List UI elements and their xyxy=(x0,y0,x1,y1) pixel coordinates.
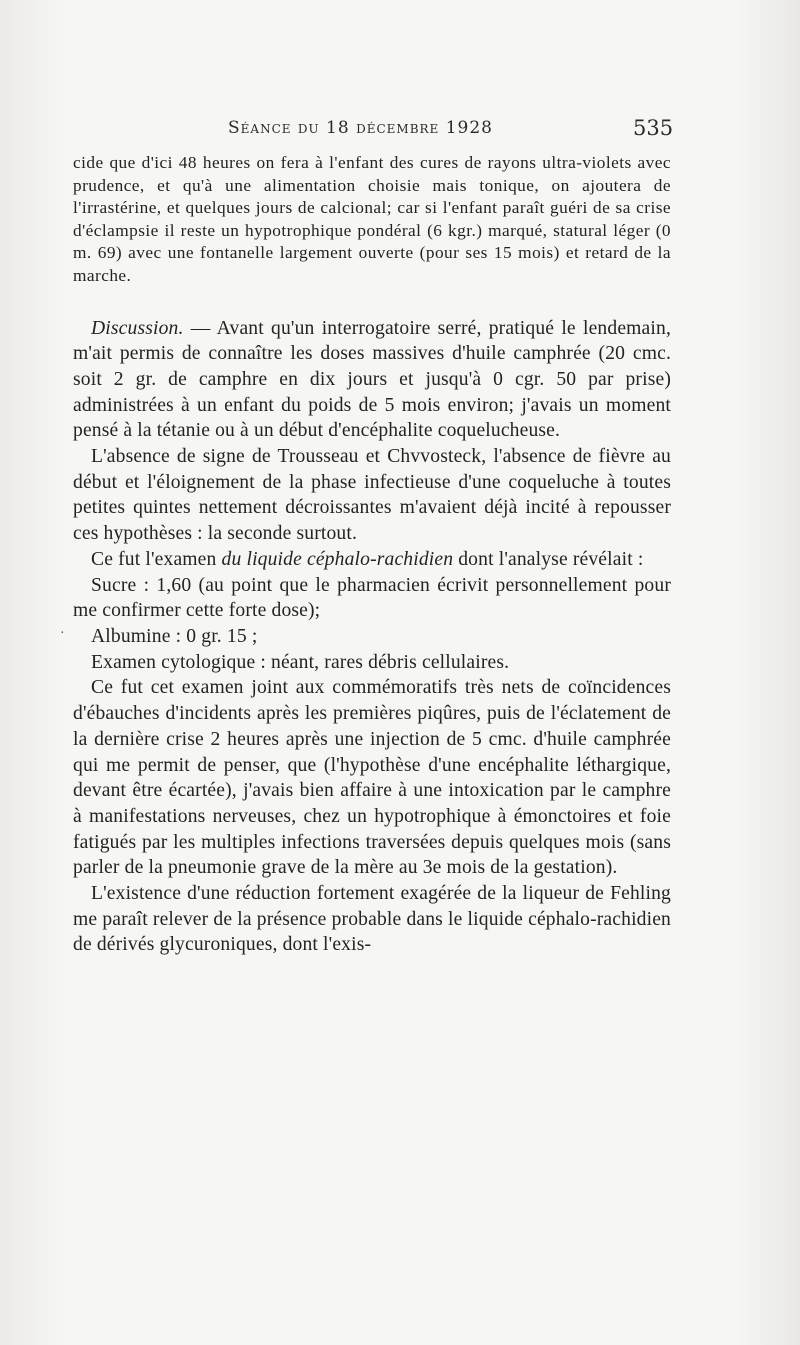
paragraph-examen xyxy=(73,547,671,573)
body-text xyxy=(73,152,671,958)
paragraph-albumine: Albumine : 0 gr. 15 ; xyxy=(91,626,258,647)
examen-text-b: dont l'analyse révélait : xyxy=(453,548,644,570)
examen-text-a: Ce fut l'examen xyxy=(91,548,222,570)
running-title: Séance du 18 décembre 1928 xyxy=(228,118,493,138)
examen-italic: du liquide céphalo-rachidien xyxy=(221,548,454,570)
paragraph-fehling: L'existence d'une réduction fortement exagérée de la liqueur de Fehling me paraît relever de la présence probable dans le liquide céphalo-rachidien de dérivés glycuroniques, dont l'exis- xyxy=(73,883,671,956)
paragraph-absence: L'absence de signe de Trousseau et Chvvosteck, l'absence de fièvre au début et l'éloignement de la phase infectieuse d'une coqueluche à toutes petites quintes nettement décroissantes m'avaient déjà incité à repousser ces hypothèses : la seconde surtout. xyxy=(73,446,671,545)
paragraph-continuation: cide que d'ici 48 heures on fera à l'enfant des cures de rayons ultra-violets avec prudence, et qu'à une alimentation choisie mais tonique, on ajoutera de l'irrastérine, et quelques jours de calcional; car si l'enfant paraît guéri de sa crise d'éclampsie il reste un hypotrophique pondéral (6 kgr.) marqué, statural léger (0 m. 69) avec une fontanelle largement ouverte (pour ses 15 mois) et retard de la marche. xyxy=(73,153,671,285)
paragraph-commemoratifs: Ce fut cet examen joint aux commémoratifs très nets de coïncidences d'ébauches d'incidents après les premières piqûres, puis de l'éclatement de la dernière crise 2 heures après une injection de 5 cmc. d'huile camphrée qui me permit de penser, que (l'hypothèse d'une encéphalite léthargique, devant être écartée), j'avais bien affaire à une intoxication par le camphre à manifestations nerveuses, chez un hypotrophique à émonctoires et foie fatigués par les multiples infections traversées depuis quelques mois (sans parler de la pneumonie grave de la mère au 3e mois de la gestation). xyxy=(73,677,671,879)
paragraph-cytologique: Examen cytologique : néant, rares débris cellulaires. xyxy=(91,651,510,673)
page-header xyxy=(0,116,800,146)
paragraph-sucre: Sucre : 1,60 (au point que le pharmacien écrivit personnellement pour me confirmer cette forte dose); xyxy=(73,574,671,622)
page-number: 535 xyxy=(633,116,674,140)
discussion-label: Discussion. xyxy=(91,317,184,339)
margin-marker: · xyxy=(60,626,65,641)
paragraph-discussion xyxy=(73,316,671,445)
discussion-text: — Avant qu'un interrogatoire serré, pratiqué le lendemain, m'ait permis de connaître les doses massives d'huile camphrée (20 cmc. soit 2 gr. de camphre en dix jours et jusqu'à 0 cgr. 50 par prise) administrées à un enfant du poids de 5 mois environ; j'avais un moment pensé à la tétanie ou à un début d'encéphalite coquelucheuse. xyxy=(73,317,671,442)
